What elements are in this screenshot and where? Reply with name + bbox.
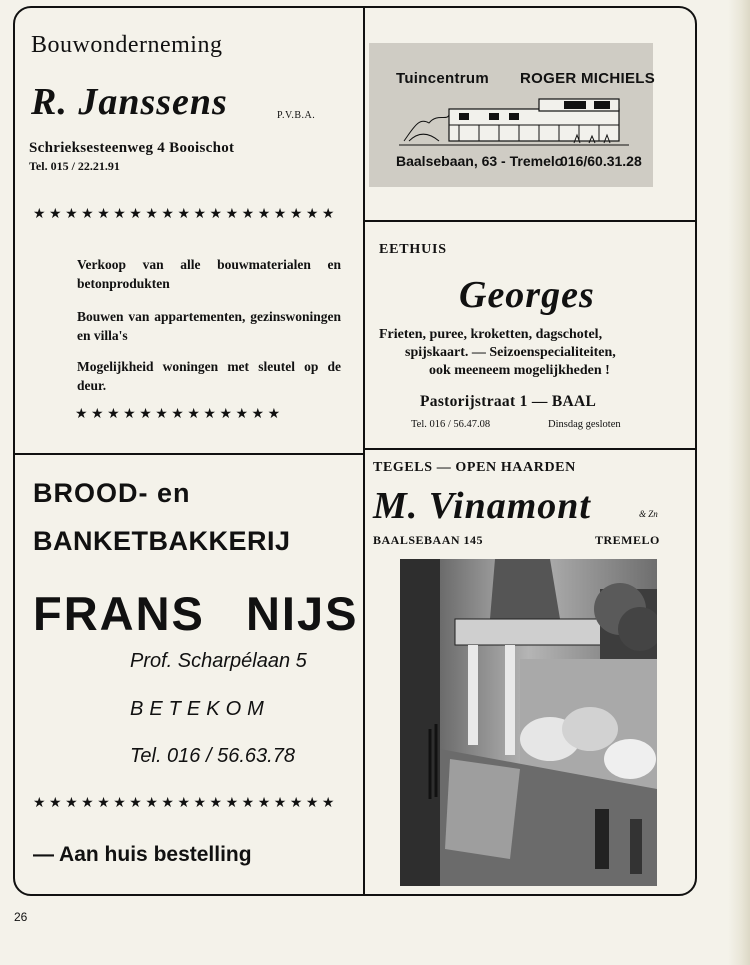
tuincentrum-footer (396, 153, 642, 169)
vinamont-city: TREMELO (595, 533, 660, 547)
fireplace-photo (400, 559, 657, 886)
janssens-legal-form: P.V.B.A. (277, 110, 316, 121)
ad-tuincentrum (369, 43, 656, 187)
janssens-heading: Bouwonderneming (31, 32, 223, 58)
janssens-service-2: Bouwen van appartementen, gezinswoningen en villa's (77, 309, 341, 343)
tuincentrum-owner: ROGER MICHIELS (520, 70, 656, 87)
tuincentrum-title: Tuincentrum (396, 70, 490, 87)
janssens-service-1: Verkoop van alle bouwmaterialen en betonprodukten (77, 257, 341, 291)
georges-desc-line-1: Frieten, puree, kroketten, dagschotel, (379, 327, 603, 342)
janssens-address: Schrieksesteenweg 4 Booischot (29, 140, 235, 156)
janssens-stars-bottom: ★★★★★★★★★★★★★ (75, 407, 284, 422)
georges-description (379, 326, 679, 380)
divider-vertical (363, 8, 365, 894)
vinamont-street: BAALSEBAAN 145 (373, 533, 484, 547)
georges-closing-day: Dinsdag gesloten (548, 419, 621, 430)
divider-right-top (365, 220, 697, 222)
nijs-city: BETEKOM (130, 698, 270, 720)
tuincentrum-phone: 016/60.31.28 (560, 153, 642, 169)
vinamont-suffix: & Zn (639, 509, 658, 519)
nijs-address: Prof. Scharpélaan 5 (130, 650, 307, 672)
janssens-service-3: Mogelijkheid woningen met sleutel op de deur. (77, 359, 341, 393)
nijs-name: FRANS NIJS (33, 587, 359, 640)
georges-desc-line-2: spijskaart. — Seizoenspecialiteiten, (405, 345, 616, 360)
vinamont-tagline: TEGELS — OPEN HAARDEN (373, 460, 576, 475)
janssens-stars-top: ★★★★★★★★★★★★★★★★★★★ (33, 207, 338, 222)
georges-label: EETHUIS (379, 242, 447, 257)
divider-right-middle (365, 448, 697, 450)
tuincentrum-header (396, 70, 656, 87)
advertisement-page (13, 6, 697, 896)
garden-center-building-illustration (399, 87, 629, 149)
nijs-line-2: BANKETBAKKERIJ (33, 526, 291, 556)
georges-desc-line-3: ook meeneem mogelijkheden ! (429, 363, 610, 378)
georges-address: Pastorijstraat 1 — BAAL (420, 393, 597, 410)
fireplace-image (400, 559, 657, 886)
georges-name: Georges (459, 274, 595, 316)
vinamont-name: M. Vinamont (373, 485, 591, 527)
divider-left (15, 453, 363, 455)
nijs-stars: ★★★★★★★★★★★★★★★★★★★ (33, 794, 338, 810)
nijs-phone: Tel. 016 / 56.63.78 (130, 745, 295, 767)
tuincentrum-address: Baalsebaan, 63 - Tremelo (396, 153, 564, 169)
page-edge (728, 0, 750, 965)
janssens-name: R. Janssens (31, 81, 228, 123)
janssens-phone: Tel. 015 / 22.21.91 (29, 159, 120, 173)
nijs-delivery: — Aan huis bestelling (33, 843, 252, 866)
nijs-line-1: BROOD- en (33, 478, 191, 508)
page-number: 26 (14, 910, 28, 924)
georges-phone: Tel. 016 / 56.47.08 (411, 419, 491, 430)
